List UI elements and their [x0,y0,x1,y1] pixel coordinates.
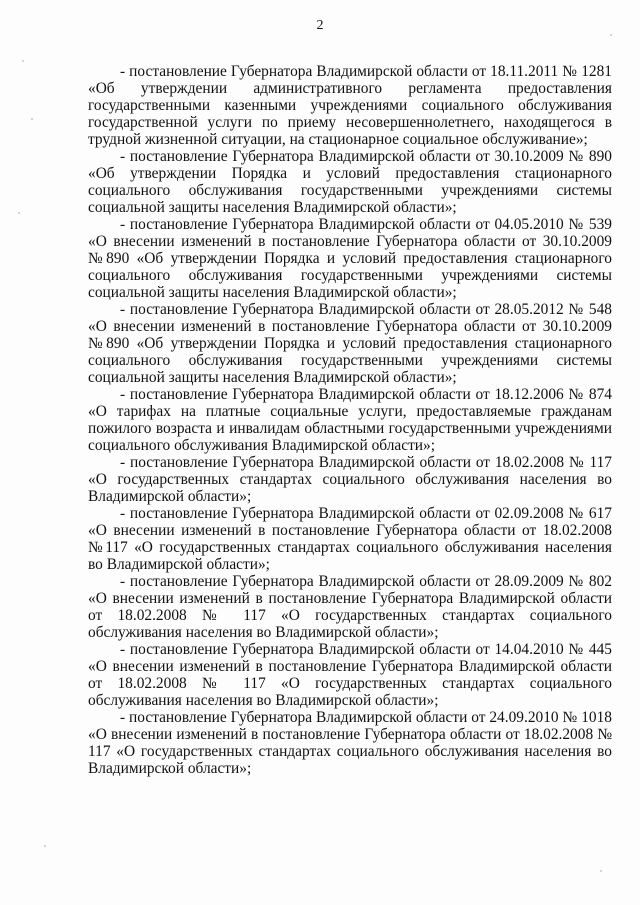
list-item: - постановление Губернатора Владимирской области от 18.12.2006 № 874 «О тарифах на платные социальные услуги, предоставляемые гражданам пожилого возраста и инвалидам областными государственными учреждениями социального обслуживания Владимирской области»; [88,386,612,454]
list-item: - постановление Губернатора Владимирской области от 24.09.2010 № 1018 «О внесении изменений в постановление Губернатора области от 18.02.2008 № 117 «О государственных стандартах социального обслуживания населения во Владимирской области»; [88,709,612,777]
list-item: - постановление Губернатора Владимирской области от 18.02.2008 № 117 «О государственных стандартах социального обслуживания населения во Владимирской области»; [88,454,612,505]
scan-speck [22,60,24,62]
page-number: 2 [316,18,324,33]
scan-speck [18,212,20,214]
scan-speck [600,870,602,872]
list-item: - постановление Губернатора Владимирской области от 28.05.2012 № 548 «О внесении изменений в постановление Губернатора области от 30.10.2009 №890 «Об утверждении Порядка и условий предоставления стационарного социального обслуживания государственными учреждениями системы социальной защиты населения Владимирской области»; [88,301,612,386]
scan-speck [31,118,33,120]
list-item: - постановление Губернатора Владимирской области от 18.11.2011 № 1281 «Об утверждении административного регламента предоставления государственными казенными учреждениями социального обслуживания государственной услуги по приему несовершеннолетнего, находящегося в трудной жизненной ситуации, на стационарное социальное обслуживание»; [88,63,612,148]
list-item: - постановление Губернатора Владимирской области от 02.09.2008 № 617 «О внесении изменений в постановление Губернатора области от 18.02.2008 №117 «О государственных стандартах социального обслуживания населения во Владимирской области»; [88,505,612,573]
list-item: - постановление Губернатора Владимирской области от 30.10.2009 № 890 «Об утверждении Порядка и условий предоставления стационарного социального обслуживания государственными учреждениями системы социальной защиты населения Владимирской области»; [88,148,612,216]
list-item: - постановление Губернатора Владимирской области от 28.09.2009 № 802 «О внесении изменений в постановление Губернатора Владимирской области от 18.02.2008 № 117 «О государственных стандартах социального обслуживания населения во Владимирской области»; [88,573,612,641]
list-item: - постановление Губернатора Владимирской области от 14.04.2010 № 445 «О внесении изменений в постановление Губернатора Владимирской области от 18.02.2008 № 117 «О государственных стандартах социального обслуживания населения во Владимирской области»; [88,641,612,709]
scan-speck [610,34,612,36]
scan-speck [44,845,46,847]
document-body [88,63,612,777]
list-item: - постановление Губернатора Владимирской области от 04.05.2010 № 539 «О внесении изменений в постановление Губернатора области от 30.10.2009 №890 «Об утверждении Порядка и условий предоставления стационарного социального обслуживания государственными учреждениями системы социальной защиты населения Владимирской области»; [88,216,612,301]
